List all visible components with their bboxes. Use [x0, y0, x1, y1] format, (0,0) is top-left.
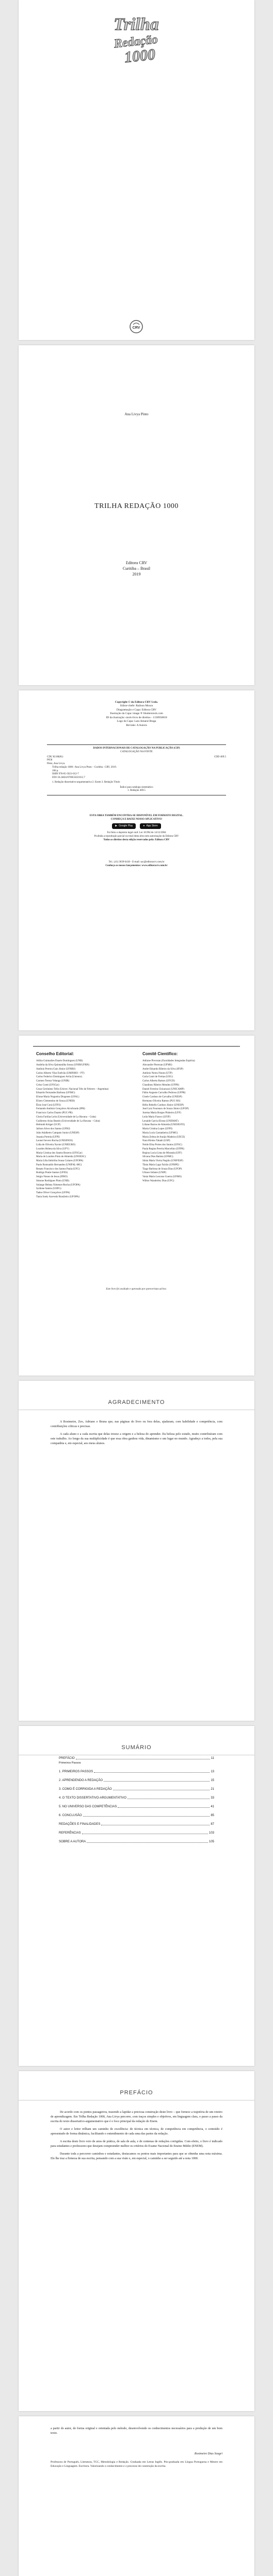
- publisher-name: Editora CRV: [125, 561, 148, 565]
- toc-entry-label: 6. CONCLUSÃO: [59, 1814, 82, 1817]
- toc-entry-label: REFERÊNCIAS: [59, 1832, 81, 1835]
- svg-text:CRV: CRV: [132, 326, 140, 330]
- preface-page: [19, 2071, 254, 2411]
- editorial-member: Celso Conti (UFSCar): [36, 1083, 59, 1087]
- acknowledgement-heading: AGRADECIMENTO: [108, 1399, 165, 1405]
- editorial-member: Josania Portela (UFPI): [36, 1136, 60, 1139]
- scientific-member: Jurema Maria Borges Pinheiro (UFF): [142, 1112, 181, 1115]
- crv-logo-icon: [129, 319, 143, 334]
- toc-entry-page: 105: [208, 1840, 214, 1843]
- app-notice: CONHEÇA E BAIXE NOSSO APLICATIVO!: [110, 818, 163, 821]
- scientific-member: Carla Conti de Freitas (UEG): [142, 1076, 173, 1079]
- toc-entry[interactable]: [59, 1797, 214, 1800]
- copyright-line: Logo da Capa: Lara Amaral Braga: [117, 720, 156, 723]
- cip-subtitle: CATALOGAÇÃO NA FONTE: [120, 750, 153, 753]
- law-line: Todos os direitos desta edição reservados pela: Editora CRV: [103, 839, 170, 841]
- author-name: Ana Livya Pinto: [124, 412, 149, 416]
- print-notice: ESTA OBRA TAMBÉM ENCONTRA-SE DISPONÍVEL EM FORMATO DIGITAL.: [89, 815, 184, 817]
- paragraph: A Rosimeire, Zeo, Adriano e Bruna que, nas páginas do livro ou fora delas, ajudaram, com habilidade e competência, com contribuições críticas e precisas.: [51, 1420, 222, 1428]
- contact-line: Conheça os nossos lançamentos: www.editoracrv.com.br: [105, 865, 168, 867]
- toc-entry-page: 13: [211, 1770, 214, 1773]
- scientific-member: Silvana Dias Batista (UFMG): [142, 1156, 173, 1159]
- contact-block: [19, 860, 254, 868]
- scientific-member: Wilton Wanderley Dias (UFG): [142, 1179, 174, 1182]
- summary-page: [19, 1726, 254, 2066]
- toc-entry-label: 2. APRENDENDO A REDAÇÃO: [59, 1779, 103, 1782]
- copyright-line: Copyright © da Editora CRV Ltda.: [115, 701, 158, 704]
- copyright-line: Editor-chefe: Railson Moura: [120, 704, 153, 708]
- editorial-member: Tadeu Oliver Gonçalves (UFPA): [36, 1192, 70, 1195]
- toc-leader-dots: [104, 1781, 210, 1782]
- copyright-line: Revisão: A Autora: [126, 723, 147, 727]
- editorial-member: Élsio José Corá (UFFS): [36, 1104, 61, 1107]
- digital-notice: [19, 814, 254, 842]
- editorial-council: [36, 1051, 139, 1199]
- paragraph: a partir do autor, de forma original e orientada pelo método, desenvolvendo os conhecimentos necessários para a produção de um bom texto.: [51, 2427, 222, 2435]
- scientific-member: Carlos Alberto Ramos (UFGD): [142, 1080, 175, 1083]
- scientific-member: Ulisses Infante (UNIP): [142, 1172, 167, 1175]
- toc-entry-page: 21: [211, 1788, 214, 1791]
- editorial-member: Carlos Federico Dominguez Avila (Unieuro): [36, 1076, 83, 1079]
- cip-code: CDU 82.08(81): [47, 755, 63, 758]
- editorial-member: Leonel Severo Rocha (UNISINOS): [36, 1140, 73, 1143]
- toc-leader-dots: [87, 1842, 208, 1843]
- scientific-member: Lenaide Garcia Elosta (UNEMAT): [142, 1120, 179, 1123]
- scientific-member: Antônio Nereu Nunes (UTP): [142, 1072, 172, 1075]
- editorial-council-title: Conselho Editorial:: [36, 1052, 74, 1056]
- preface-closing: [51, 2427, 222, 2439]
- council-page: [19, 1036, 254, 1376]
- editorial-member: Aldira Guimarães Duarte Domínguez (UNB): [36, 1060, 83, 1063]
- cip-block: [47, 744, 226, 795]
- copyright-page: [19, 690, 254, 1030]
- toc-entry-label: SOBRE A AUTORA: [59, 1840, 86, 1843]
- summary-heading: SUMÁRIO: [121, 1744, 152, 1751]
- table-of-contents: [59, 1757, 214, 1849]
- editorial-member: Sydione Santos (UEPG): [36, 1188, 61, 1191]
- toc-entry-page: 33: [211, 1797, 214, 1800]
- toc-entry[interactable]: [59, 1832, 214, 1835]
- copyright-credits: [19, 701, 254, 727]
- cip-isbn: ISBN 978-65-5021-012-7: [52, 773, 79, 776]
- editorial-member: Helmuth Krüger (UCP): [36, 1124, 61, 1127]
- toc-entry[interactable]: [59, 1779, 214, 1782]
- toc-leader-dots: [118, 1807, 210, 1808]
- toc-entry-page: 87: [211, 1823, 214, 1826]
- toc-entry[interactable]: [59, 1757, 214, 1760]
- cover-page: [19, 0, 254, 340]
- toc-entry-label: 5. NO UNIVERSO DAS COMPETÊNCIAS: [59, 1805, 117, 1808]
- scientific-committee-title: Comitê Científico:: [142, 1052, 178, 1056]
- signature-bio: Professora de Português, Literatura, TCC, Metodologia e Redação. Graduada em Letras Inglês. Pós-graduada em Língua Portuguesa e Mestre em Educação e Linguagem. Escritora. Valorizando o conhecimento e o processo de construção da escrita.: [51, 2461, 222, 2468]
- contact-line: Tel.: (41) 3039-6418 - E-mail: sac@editoracrv.com.br: [108, 861, 165, 863]
- preface-end-page: [19, 2416, 254, 2576]
- law-line: Proibida a reprodução parcial ou total desta obra sem autorização da Editora CRV: [94, 835, 179, 838]
- cip-code2: P658: [47, 759, 53, 762]
- scientific-member: José Luiz Foureaux de Souza Júnior (UFOP): [142, 1108, 189, 1111]
- scientific-member: Tânia Maria Lago Falcão (UFRPE): [142, 1163, 179, 1166]
- cip-index: 1. Redação 469.5: [127, 789, 146, 792]
- editorial-member: Carmen Tereza Velanga (UNIR): [36, 1080, 70, 1083]
- toc-entry-label: REDAÇÕES E FINALIDADES: [59, 1823, 101, 1826]
- editorial-member: Maria de Lourdes Pinto de Almeida (UNOESC): [36, 1156, 86, 1159]
- cover-logo: [95, 9, 178, 66]
- cip-entry-detail: Trilha redação 1000 / Ana Livya Pinto – Curitiba : CRV, 2019.: [52, 766, 117, 769]
- cip-doi: DOI 10.24824/978655021012.7: [52, 776, 86, 779]
- editorial-member: Maria Lília Imbiriba Sousa Colares (UFOPA): [36, 1160, 84, 1163]
- toc-entry[interactable]: [59, 1823, 214, 1826]
- toc-entry-page: 41: [211, 1805, 214, 1808]
- scientific-member: Maria Cristina Lopes (UFPI): [142, 1128, 172, 1131]
- apple-icon: ●: [143, 824, 145, 827]
- toc-entry-page: 103: [208, 1832, 214, 1835]
- app-store-badge[interactable]: [140, 823, 160, 829]
- scientific-member: Maria Lucia Castanheira (UFMG): [142, 1131, 178, 1134]
- editorial-member: Jailson Alves dos Santos (UFRJ): [36, 1128, 70, 1131]
- scientific-member: Neide Elisa Portes dos Santos (UFSC): [142, 1144, 182, 1147]
- scientific-member: Tiago Barbosa de Souza Dias (UFOP): [142, 1167, 182, 1171]
- title-page: [19, 345, 254, 685]
- copyright-line: Diagramação e Capa: Editora CRV: [116, 708, 157, 711]
- scientific-member: Gisele Cardoso de Carvalho (UNESP): [142, 1096, 182, 1099]
- editorial-member: Antônio Pereira Gaio Júnior (UFRRJ): [36, 1067, 76, 1071]
- copyright-line: ID da ilustração: stock-livro de direitos - 1158950818: [106, 716, 167, 719]
- editorial-member: Tania Suely Azevedo Brasileiro (UFOPA): [36, 1195, 79, 1198]
- editorial-member: Solange Helena Ximenes-Rocha (UFOPA): [36, 1183, 81, 1187]
- paragraph: De acordo com os pontos passageiros, trazendo a lapidar a preciosa construção deste livro – que fornece a trajetória de um roteiro de aprendizagem. Em Trilha Redação 1000, Ana Livya percorre, com traços simples e objetivos, em linguagem clara, o passo a passo da escrita do texto dissertativo-argumentativo que é o foco principal da redação do Enem.: [51, 2111, 222, 2123]
- scientific-member: Alexandre Pierezan (UFMS): [142, 1064, 172, 1067]
- scientific-committee-list: [142, 1059, 240, 1183]
- cover-logo-line2: Redação: [113, 32, 159, 51]
- editorial-member: Elione Maria Nogueira Diogenes (UFAL): [36, 1096, 79, 1099]
- toc-entry[interactable]: [59, 1788, 214, 1791]
- editorial-member: Gloria Fariñas León (Universidade de La Havana – Cuba): [36, 1115, 97, 1118]
- toc-leader-dots: [94, 1772, 210, 1773]
- toc-entry[interactable]: [59, 1814, 214, 1817]
- scientific-member: Sônia Maria Vieira Negrão (UNIFESP): [142, 1160, 183, 1163]
- scientific-member: Vania Maria Lescano Guerra (UFMS): [142, 1176, 182, 1179]
- paragraph: A cada aluno e a cada escrita que delas trouxe a origem e a beleza do aprender. Da beleza pelo estudo, muito contribuíram com este trabalho. Ao longo da sua multiplicidade é que essa obra ganhou vida, dinamismo e um lugar no mundo. Agradeço a todos, pela sua companhia e, em especial, aos meus alunos.: [51, 1433, 222, 1445]
- preface-text: [51, 2110, 222, 2164]
- toc-entry-page: 15: [211, 1779, 214, 1782]
- copyright-line: Ilustração da Capa: image ® Shutterstock.com: [110, 712, 163, 716]
- editorial-member: Francisco Carlos Duarte (PUC-PR): [36, 1112, 73, 1115]
- editorial-member: Maria Cristina dos Santos Bezerra (UFSCar): [36, 1151, 83, 1155]
- editorial-member: Cesar Gerónimo Tello (Univer. Nacional Três de Febrero – Argentina): [36, 1088, 109, 1091]
- cip-index-title: Índice para catálogo sistemático: [120, 786, 153, 789]
- scientific-member: Regina Lucia Lima de Miranda (UFF): [142, 1151, 182, 1155]
- editorial-member: Rodrigo Pratte-Santos (UFES): [36, 1172, 68, 1175]
- scientific-member: Paula Regina Pereira Marcelino (UFPR): [142, 1147, 184, 1150]
- scientific-member: Hélio Rebello Cardoso Júnior (UNESP): [142, 1104, 184, 1107]
- council-divider: [33, 1046, 240, 1047]
- editorial-member: Paulo Romualdo Hernandes (UNIFAL-MG): [36, 1163, 82, 1166]
- scientific-member: Hermano Oliveira Ramos (PUC-RS): [142, 1099, 181, 1103]
- editorial-member: Andréia da Silva Quintanilha Sousa (UNIR/UFRN): [36, 1064, 90, 1067]
- book-title: TRILHA REDAÇÃO 1000: [94, 502, 179, 510]
- cover-logo-line1: Trilha: [114, 15, 159, 34]
- toc-entry[interactable]: [59, 1840, 214, 1843]
- publisher-city: Curitiba – Brasil: [122, 566, 151, 571]
- cip-cdd: CDD 469.5: [214, 755, 226, 758]
- preface-signature: Rosimeire Dias Seagri: [194, 2452, 222, 2455]
- acknowledgement-text: [51, 1420, 222, 1449]
- law-line: Foi feito o depósito legal conf. Lei 10.994 de 14/12/2004: [107, 832, 166, 834]
- editorial-member: João Adalberto Campato Junior (UNESP): [36, 1131, 79, 1134]
- cip-entry: Pinto, Ana Livya.: [47, 762, 66, 765]
- paragraph: Durante toda a percorrer caminhos e estudantes, destacamos os pontos mais importantes para que se obtenha uma nota máxima. Ele lhe traz a firmeza de sua escrita, pensando com a sua visão e, em especial, o caminho a ser seguido até a nota 1000.: [51, 2153, 222, 2160]
- editorial-member: Lídia de Oliveira Xavier (UNIEURO): [36, 1144, 76, 1147]
- editorial-member: Elizeu Clementino de Souza (UNEB): [36, 1099, 75, 1103]
- acknowledgement-page: [19, 1381, 254, 1721]
- editorial-member: Carlos Alberto Vilar Estêvão (UMINHO – PT): [36, 1072, 85, 1075]
- editorial-member: Guillermo Arias Beatón (Universidade de La Havana – Cuba): [36, 1120, 100, 1123]
- scientific-member: Andre Eduardo Ribeiro da Silva (IFSP): [142, 1067, 184, 1071]
- toc-leader-dots: [83, 1816, 210, 1817]
- toc-entry-label: 4. O TEXTO DISSERTATIVO-ARGUMENTATIVO: [59, 1797, 126, 1800]
- scientific-member: Adriane Piovezan (Faculdades Integradas Espírita): [142, 1060, 195, 1063]
- toc-entry-page: 85: [211, 1814, 214, 1817]
- editorial-member: Sérgio Nunes de Jesus (IFRO): [36, 1176, 68, 1179]
- publisher-block: [19, 561, 254, 577]
- toc-entry-label: 3. COMO É CORRIGIDA A REDAÇÃO: [59, 1788, 112, 1791]
- scientific-member: Nara Hiroko Takaki (USP): [142, 1140, 170, 1143]
- scientific-member: Daniel Ferreira Chicaruzzi (UNICAMP): [142, 1088, 184, 1091]
- cover-logo-line3: 1000: [123, 46, 156, 66]
- paragraph: O autor e leitor trilham um caminho de excelência: de técnica em técnica, de competência em competência, o conteúdo é apresentado de forma dinâmica, facilitando o entendimento de cada uma das partes da redação.: [51, 2128, 222, 2136]
- toc-entry-label: 1. PRIMEIROS PASSOS: [59, 1770, 93, 1773]
- editorial-council-list: [36, 1059, 139, 1199]
- scientific-committee: [142, 1051, 240, 1183]
- cip-title: DADOS INTERNACIONAIS DE CATALOGAÇÃO NA PUBLICAÇÃO (CIP): [93, 747, 180, 750]
- editorial-member: Renato Francisco dos Santos Paula (UFG): [36, 1167, 80, 1171]
- publish-year: 2019: [132, 571, 141, 577]
- editorial-member: Lourdes Helena da Silva (UFV): [36, 1147, 69, 1150]
- scientific-member: Liliane Barros de Almeida (UNIOESTE): [142, 1124, 185, 1127]
- google-play-label: Google Play: [119, 824, 133, 827]
- scientific-member: Maria Zelma de Araújo Madeira (UECE): [142, 1136, 185, 1139]
- toc-entry-page: 11: [211, 1757, 214, 1760]
- toc-sub-label: Primeiros Passos: [59, 1761, 81, 1765]
- paragraph: A escrita deste livro veio de anos de prática, de sala de aula, e de centenas de redações corrigidas. Com efeito, o livro é indicado para estudantes e professores que desejam compreender melhor os critérios do Exame Nacional do Ensino Médio (ENEM).: [51, 2140, 222, 2148]
- app-store-label: App Store: [146, 824, 158, 827]
- cip-subject: 1. Redação dissertativo-argumentativa 2. Enem 3. Redação Título: [52, 781, 120, 784]
- toc-entry[interactable]: [59, 1805, 214, 1808]
- preface-heading: PREFÁCIO: [120, 2090, 153, 2096]
- toc-entry[interactable]: [59, 1770, 214, 1773]
- editorial-member: Simone Rodrigues Pinto (UNB): [36, 1179, 70, 1182]
- scientific-member: Claudiney Ribeiro Mendes (UFPR): [142, 1083, 179, 1087]
- google-play-badge[interactable]: [112, 823, 136, 829]
- store-badges: [19, 823, 254, 829]
- scientific-member: Leila Maria Franco (UFJF): [142, 1115, 171, 1118]
- toc-entry-label: PREFÁCIO: [59, 1757, 75, 1760]
- cip-pages: 106 p.: [52, 769, 59, 772]
- scientific-member: Fábio Augusto Carvalho Pedroso (UFPR): [142, 1092, 186, 1095]
- peer-review-note: Este livro foi avaliado e aprovado por pareceristas ad hoc.: [106, 1288, 167, 1291]
- editorial-member: Fernando Antônio Gonçalves Alcoforado (IPB): [36, 1108, 85, 1111]
- editorial-member: Eduardo Fernandes Barbosa (UFMG): [36, 1092, 75, 1095]
- play-icon: ▶: [115, 824, 118, 827]
